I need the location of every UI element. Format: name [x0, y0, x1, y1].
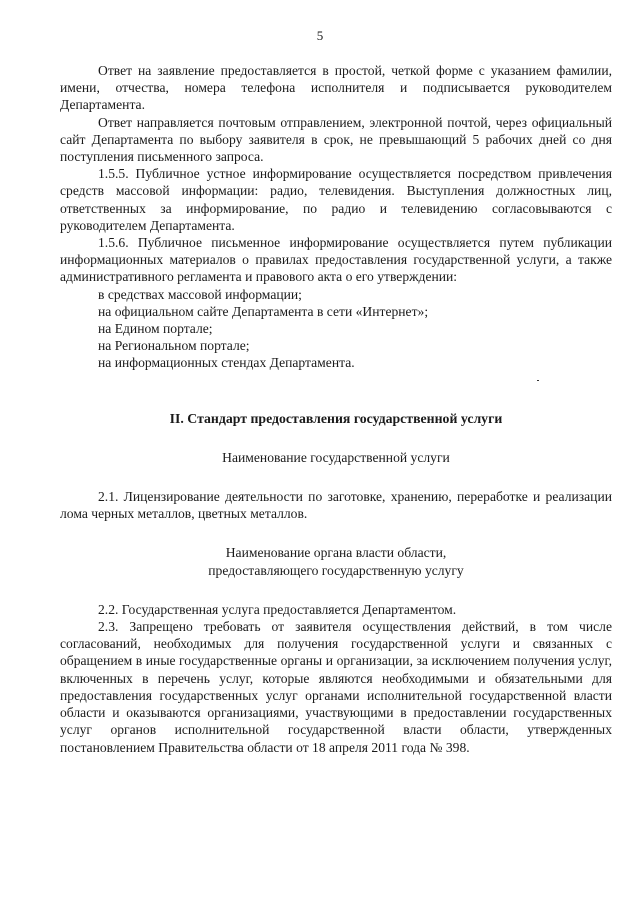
list-item: в средствах массовой информации;	[98, 286, 302, 302]
subheading-service-name: Наименование государственной услуги	[222, 449, 450, 465]
page-number: 5	[316, 28, 324, 43]
list-item: на информационных стендах Департамента.	[98, 355, 355, 371]
paragraph-answer-delivery: Ответ направляется почтовым отправлением, электронной почтой, через официальный сайт Департамента по выбору заявителя в срок, не превышающий 5 рабочих дней со дня поступления письменного запроса.	[60, 114, 612, 165]
paragraph-2-2: 2.2. Государственная услуга предоставляется Департаментом.	[98, 601, 457, 617]
document-body	[60, 62, 612, 756]
paragraph-2-3: 2.3. Запрещено требовать от заявителя осуществления действий, в том числе согласований, необходимых для получения государственной услуги и связанных с обращением в иные государственные органы и организации, за исключением получения услуг, включенных в перечень услуг, которые являются необходимыми и обязательными для предоставления государственных услуг органами исполнительной государственной власти области и оказываются организациями, участвующими в предоставлении государственных услуг органов исполнительной государственной власти области, утвержденных постановлением Правительства области от 18 апреля 2011 года № 398.	[60, 619, 612, 755]
list-item: на Региональном портале;	[98, 338, 250, 354]
paragraph-answer-form: Ответ на заявление предоставляется в простой, четкой форме с указанием фамилии, имени, отчества, номера телефона исполнителя и подписывается руководителем Департамента.	[60, 63, 612, 113]
list-item: на Едином портале;	[98, 321, 213, 337]
section-heading: II. Стандарт предоставления государственной услуги	[169, 410, 503, 426]
paragraph-2-1: 2.1. Лицензирование деятельности по заготовке, хранению, переработке и реализации лома черных металлов, цветных металлов.	[60, 489, 612, 522]
publication-list	[60, 286, 612, 372]
paragraph-1-5-6: 1.5.6. Публичное письменное информирование осуществляется путем публикации информационных материалов о правилах предоставления государственной услуги, а также административного регламента и правового акта о его утверждении:	[60, 235, 612, 285]
subheading-authority-line1: Наименование органа власти области,	[225, 545, 447, 561]
list-item: на официальном сайте Департамента в сети «Интернет»;	[98, 303, 429, 319]
scan-speck	[537, 380, 539, 381]
subheading-authority	[60, 544, 612, 578]
subheading-authority-line2: предоставляющего государственную услугу	[208, 562, 464, 578]
paragraph-1-5-5: 1.5.5. Публичное устное информирование осуществляется посредством привлечения средств массовой информации: радио, телевидения. Выступления должностных лиц, ответственных за информирование, по радио и телевидению согласовываются с руководителем Департамента.	[60, 166, 612, 233]
